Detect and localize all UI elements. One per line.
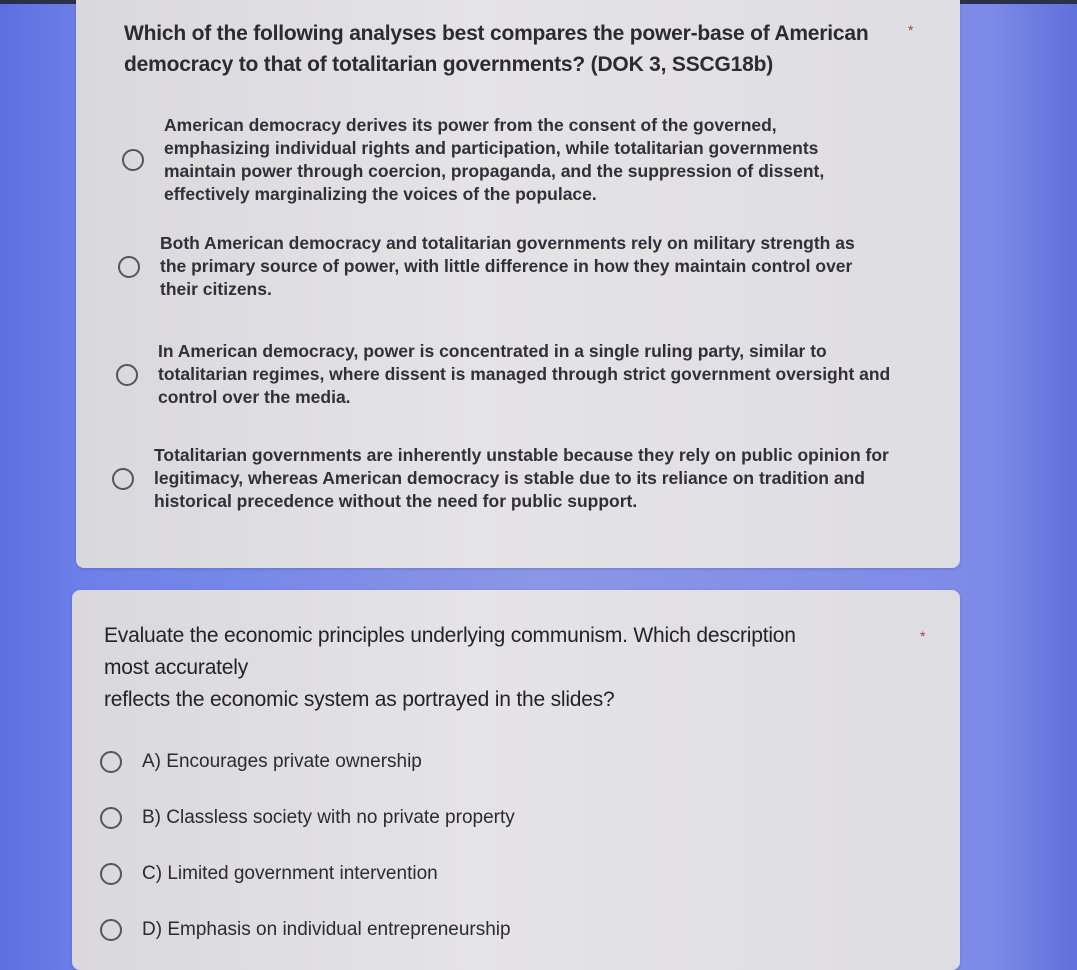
question-line-3: reflects the economic system as portrayed in the slides?	[104, 688, 615, 711]
option-a[interactable]	[100, 750, 422, 774]
option-label: In American democracy, power is concentrated in a single ruling party, similar to totalitarian regimes, where dissent is managed through strict government oversight and control over the media.	[158, 341, 891, 407]
option-label: C) Limited government intervention	[142, 863, 438, 884]
radio-button[interactable]	[112, 468, 134, 490]
radio-button[interactable]	[100, 807, 122, 829]
option-label: B) Classless society with no private property	[142, 807, 515, 828]
option-1[interactable]	[122, 114, 862, 206]
question-card-1	[76, 0, 960, 568]
question-title: Which of the following analyses best compares the power-base of American democracy to that of totalitarian governments? (DOK 3, SSCG18b)	[124, 22, 869, 76]
question-title	[104, 620, 894, 716]
required-asterisk: *	[920, 628, 926, 644]
option-2[interactable]	[118, 232, 878, 301]
option-label: Totalitarian governments are inherently unstable because they rely on public opinion for legitimacy, whereas American democracy is stable due to its reliance on tradition and historical precedence without the need for public support.	[154, 445, 889, 511]
option-c[interactable]	[100, 862, 438, 886]
option-label: D) Emphasis on individual entrepreneurship	[142, 919, 511, 940]
radio-button[interactable]	[122, 149, 144, 171]
option-label: American democracy derives its power from the consent of the governed, emphasizing individual rights and participation, while totalitarian governments maintain power through coercion, propaganda, and the suppression of dissent, effectively marginalizing the voices of the populace.	[164, 115, 825, 204]
question-line-1: Evaluate the economic principles underlying communism. Which description	[104, 624, 796, 647]
question-card-2	[72, 590, 960, 970]
radio-button[interactable]	[100, 751, 122, 773]
question-line-2: most accurately	[104, 656, 249, 679]
option-b[interactable]	[100, 806, 515, 830]
option-label: Both American democracy and totalitarian governments rely on military strength as the primary source of power, with little difference in how they maintain control over their citizens.	[160, 233, 855, 299]
option-4[interactable]	[112, 444, 922, 513]
option-d[interactable]	[100, 918, 511, 942]
option-label: A) Encourages private ownership	[142, 751, 422, 772]
radio-button[interactable]	[118, 256, 140, 278]
radio-button[interactable]	[100, 863, 122, 885]
required-asterisk: *	[908, 22, 914, 38]
option-3[interactable]	[116, 340, 896, 409]
radio-button[interactable]	[116, 364, 138, 386]
radio-button[interactable]	[100, 919, 122, 941]
